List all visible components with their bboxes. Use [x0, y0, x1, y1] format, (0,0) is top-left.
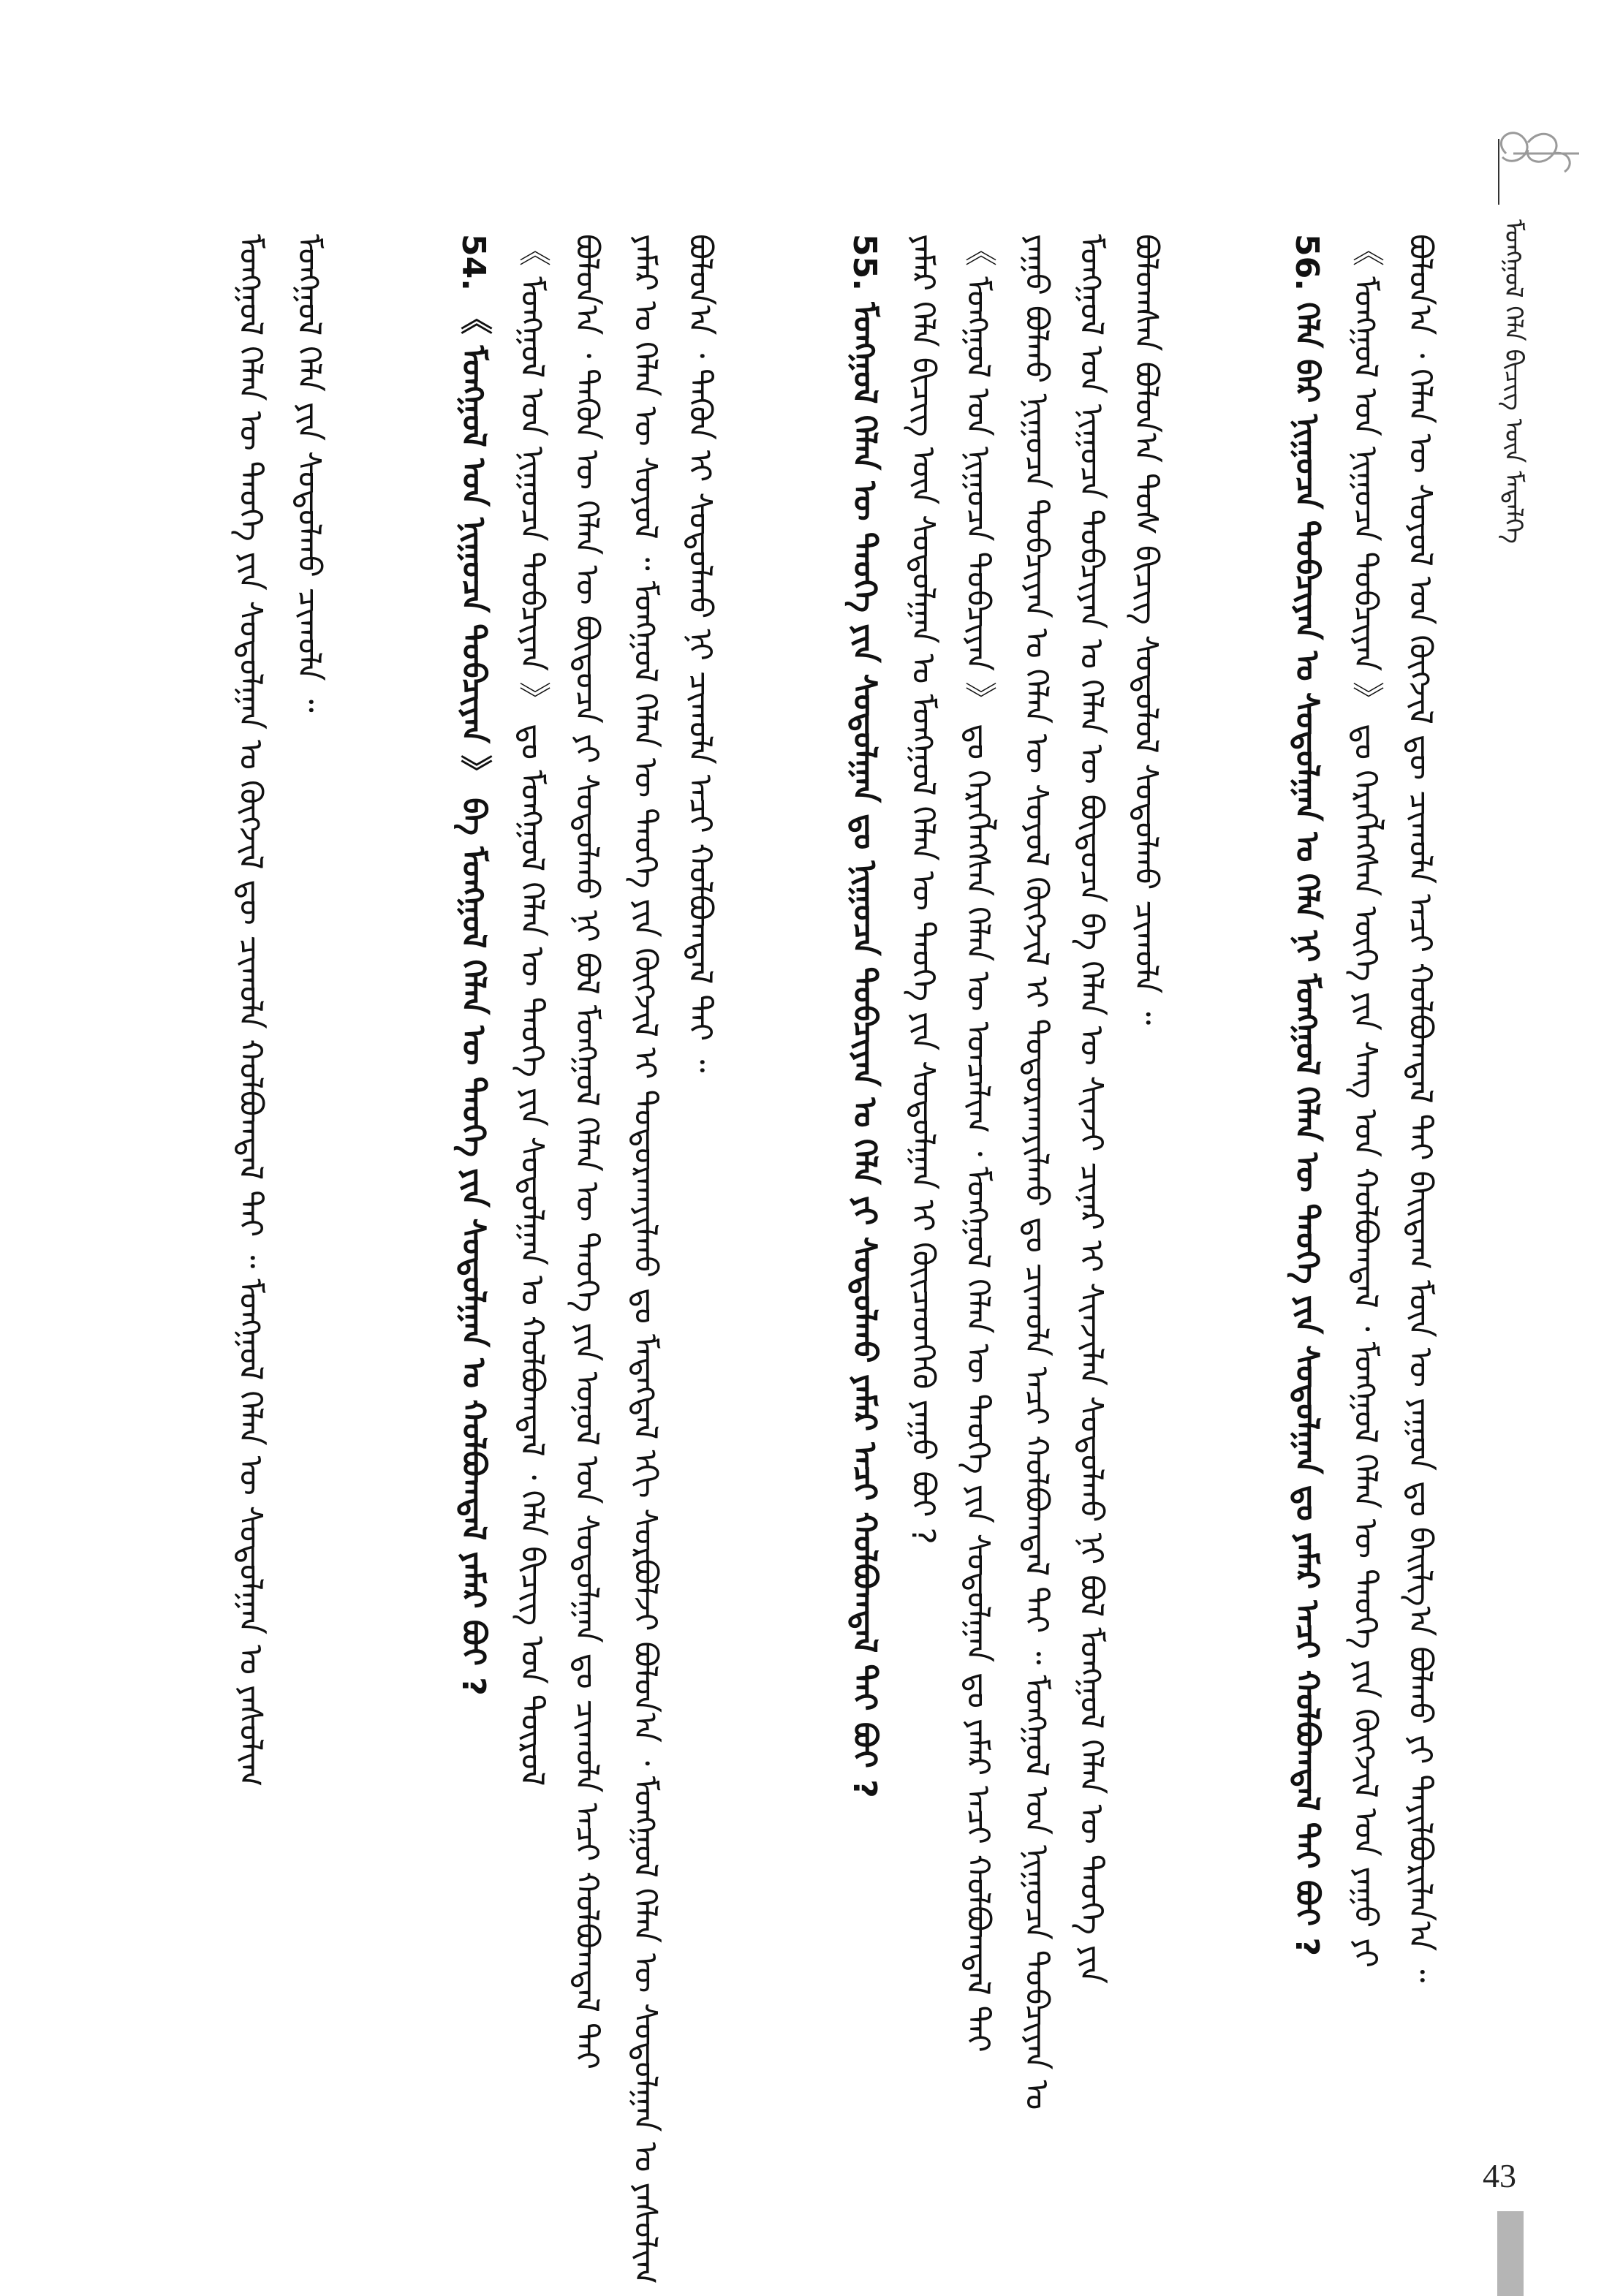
header-rule [1498, 139, 1499, 205]
text-column-1: ᠪᠣᠯᠤᠨ᠎ᠠ ᠂ ᠬᠡᠯᠡᠨ ᠦ ᠰᠣᠶᠣᠯ ᠤᠨ ᠬᠥᠭᠵᠢᠯ ᠳᠦ ᠴᠢᠬᠤᠯᠠ ᠠᠴᠢ ᠬᠣᠯᠪᠣᠭᠳᠠᠯ ᠲᠠᠢ ᠪᠠᠢᠳᠠᠭ ᠮᠥᠨ ᠦ ᠶᠠᠭᠤᠨ ᠳᠤ ᠪᠠᠢᠯᠭ᠎ᠠ ᠪᠣᠯᠬᠤ ᠶᠢ ᠲᠠᠶᠢᠯᠪᠤᠷᠢᠯᠠᠨ᠎ᠠ ᠃ [1401, 234, 1439, 1983]
text-column-8: ᠶᠠᠮᠠᠷ ᠬᠡᠯᠡ ᠪᠢᠴᠢᠭ᠌ ᠦᠨ ᠰᠤᠳᠤᠯᠭᠠᠨ ᠤ ᠮᠣᠩᠭᠣᠯ ᠬᠡᠯᠡᠨ ᠦ ᠲᠡᠦᠬᠡ ᠶᠢᠨ ᠰᠤᠳᠤᠯᠭᠠᠨ ᠢ ᠬᠦᠢᠴᠡᠳᠭᠡᠬᠦ ᠶᠠᠭᠤ ᠪᠤᠢ ? [904, 234, 942, 1545]
text-column-2: 《 ᠮᠣᠩᠭᠣᠯ ᠤᠨ ᠨᠢᠭᠤᠴᠠ ᠲᠣᠪᠴᠢᠶᠠᠨ 》 ᠳᠤ ᠬᠡᠷᠡᠭᠯᠡᠭᠰᠡᠨ ᠦᠭᠡ ᠶᠢᠨ ᠰᠠᠩ ᠤᠨ ᠬᠣᠯᠪᠣᠭᠳᠠᠯ ᠂ ᠮᠣᠩᠭᠣᠯ ᠬᠡᠯᠡᠨ ᠦ ᠲᠡᠦᠬᠡ ᠶᠢᠨ ᠬᠥᠭᠵᠢᠯ ᠤᠨ ᠶᠠᠭᠤ ᠶᠢ [1347, 234, 1384, 1968]
question-54: 54. 《 ᠮᠣᠩᠭᠣᠯ ᠤᠨ ᠨᠢᠭᠤᠴᠠ ᠲᠣᠪᠴᠢᠶᠠᠨ 》 ᠪᠠ ᠮᠣᠩᠭᠣᠯ ᠬᠡᠯᠡᠨ ᠦ ᠲᠡᠦᠬᠡ ᠶᠢᠨ ᠰᠤᠳᠤᠯᠭᠠᠨ ᠤ ᠬᠣᠯᠪᠣᠭᠳᠠᠯ ᠶᠠᠮᠠᠷ ᠪᠤᠢ ? [455, 234, 492, 1696]
text-column-13: 《 ᠮᠣᠩᠭᠣᠯ ᠤᠨ ᠨᠢᠭᠤᠴᠠ ᠲᠣᠪᠴᠢᠶᠠᠨ 》 ᠳᠤ ᠮᠣᠩᠭᠣᠯ ᠬᠡᠯᠡᠨ ᠦ ᠲᠡᠦᠬᠡ ᠶᠢᠨ ᠰᠤᠳᠤᠯᠭᠠᠨ ᠤ ᠬᠣᠯᠪᠣᠭᠳᠠᠯ ᠂ ᠬᠡᠯᠡ ᠪᠢᠴᠢᠭ ᠤᠨ ᠲᠦᠷᠦᠯ [513, 234, 551, 1787]
ornament-icon [1484, 110, 1586, 197]
question-56: 56. ᠬᠡᠯᠡ ᠪᠡᠷ ᠨᠢᠭᠤᠴᠠ ᠲᠣᠪᠴᠢᠶᠠᠨ ᠤ ᠰᠤᠳᠤᠯᠭᠠᠨ ᠤ ᠬᠡᠯᠡ ᠨᠢ ᠮᠣᠩᠭᠣᠯ ᠬᠡᠯᠡᠨ ᠦ ᠲᠡᠦᠬᠡ ᠶᠢᠨ ᠰᠤᠳᠤᠯᠭᠠᠨ ᠳᠤ ᠶᠠᠮᠠᠷ ᠠᠴᠢ ᠬᠣᠯᠪᠣᠭᠳᠠᠯ ᠲᠠᠢ ᠪᠤᠢ ? [1288, 234, 1325, 1956]
page-number: 43 [1483, 2157, 1516, 2194]
question-55: 55. ᠮᠣᠩᠭᠣᠯ ᠬᠡᠯᠡᠨ ᠦ ᠲᠡᠦᠬᠡ ᠶᠢᠨ ᠰᠤᠳᠤᠯᠭᠠᠨ ᠳᠤ ᠨᠢᠭᠤᠴᠠ ᠲᠣᠪᠴᠢᠶᠠᠨ ᠤ ᠬᠡᠯᠡ ᠶᠢ ᠰᠤᠳᠤᠯᠬᠤ ᠶᠠᠮᠠᠷ ᠠᠴᠢ ᠬᠣᠯᠪᠣᠭᠳᠠᠯ ᠲᠠᠢ ᠪᠤᠢ ? [846, 234, 883, 1798]
running-header: ᠮᠣᠩᠭᠣᠯ ᠬᠡᠯᠡ ᠪᠢᠴᠢᠭ᠌ ᠦᠨ ᠮᠡᠳᠡᠯᠭᠡ [1499, 219, 1528, 544]
text-column-6: ᠶᠠᠭᠤ ᠪᠣᠯᠬᠤ ᠨᠢᠭᠤᠴᠠ ᠲᠣᠪᠴᠢᠶᠠᠨ ᠤ ᠬᠡᠯᠡᠨ ᠦ ᠰᠣᠶᠣᠯ ᠬᠥᠭᠵᠢᠯ ᠢ ᠲᠣᠳᠤᠷᠬᠠᠶᠢᠯᠬᠤ ᠳᠤ ᠴᠢᠬᠤᠯᠠ ᠠᠴᠢ ᠬᠣᠯᠪᠣᠭᠳᠠᠯ ᠲᠠᠢ ᠃ ᠮᠣᠩᠭᠣᠯ ᠤᠨ ᠨᠢᠭᠤᠴᠠ ᠲᠣᠪᠴᠢᠶᠠᠨ ᠤ [1018, 234, 1055, 2110]
text-column-15: ᠮᠣᠩᠭᠣᠯ ᠬᠡᠯᠡ ᠶᠢᠨ ᠰᠤᠳᠤᠯᠬᠤ ᠴᠢᠬᠤᠯᠠ ᠃ [290, 234, 328, 713]
page-edge-tab [1497, 2211, 1524, 2296]
text-column-16: ᠮᠣᠩᠭᠣᠯ ᠬᠡᠯᠡᠨ ᠦ ᠲᠡᠦᠬᠡ ᠶᠢᠨ ᠰᠤᠳᠤᠯᠭᠠᠨ ᠤ ᠬᠥᠭᠵᠢᠯ ᠳᠦ ᠴᠢᠬᠤᠯᠠ ᠬᠣᠯᠪᠣᠭᠳᠠᠯ ᠲᠠᠢ ᠃ ᠮᠣᠩᠭᠣᠯ ᠬᠡᠯᠡᠨ ᠦ ᠰᠤᠳᠤᠯᠭᠠᠨ ᠤ ᠶᠠᠰᠤᠯᠢᠭ [232, 234, 269, 1787]
text-column-7: 《 ᠮᠣᠩᠭᠣᠯ ᠤᠨ ᠨᠢᠭᠤᠴᠠ ᠲᠣᠪᠴᠢᠶᠠᠨ 》 ᠳᠤ ᠬᠡᠷᠡᠭᠯᠡᠭᠰᠡᠨ ᠬᠡᠯᠡᠨ ᠦ ᠣᠨᠴᠠᠯᠢᠭ ᠂ ᠮᠣᠩᠭᠣᠯ ᠬᠡᠯᠡᠨ ᠦ ᠲᠡᠦᠬᠡ ᠶᠢᠨ ᠰᠤᠳᠤᠯᠭᠠᠨ ᠳᠤ ᠶᠠᠮᠠᠷ ᠠᠴᠢ ᠬᠣᠯᠪᠣᠭᠳᠠᠯ ᠲᠠᠢ [959, 234, 996, 2053]
text-column-12: ᠪᠣᠯᠤᠨ᠎ᠠ ᠂ ᠲᠡᠭᠦᠨ ᠦ ᠬᠡᠯᠡᠨ ᠦ ᠪᠦᠲᠦᠴᠡ ᠶᠢ ᠰᠤᠳᠤᠯᠬᠤ ᠨᠢ ᠪᠣᠯ ᠮᠣᠩᠭᠣᠯ ᠬᠡᠯᠡᠨ ᠦ ᠲᠡᠦᠬᠡ ᠶᠢᠨ ᠣᠨᠣᠯ ᠤᠨ ᠰᠤᠳᠤᠯᠭᠠᠨ ᠳᠤ ᠴᠢᠬᠤᠯᠠ ᠠᠴᠢ ᠬᠣᠯᠪᠣᠭᠳᠠᠯ ᠲᠠᠢ [568, 234, 605, 2070]
text-column-11: ᠶᠠᠮᠠᠷ ᠤ ᠬᠡᠯᠡᠨ ᠦ ᠰᠣᠶᠣᠯ ᠃ ᠮᠣᠩᠭᠣᠯ ᠬᠡᠯᠡᠨ ᠦ ᠲᠡᠦᠬᠡ ᠶᠢᠨ ᠬᠥᠭᠵᠢᠯ ᠢ ᠲᠣᠳᠤᠷᠬᠠᠶᠢᠯᠬᠤ ᠳᠤ ᠮᠡᠳᠡᠭᠳᠡᠯ ᠡᠬᠢ ᠰᠤᠷᠪᠤᠯᠵᠢ ᠪᠣᠯᠤᠨ᠎ᠠ ᠂ ᠮᠣᠩᠭᠣᠯ ᠬᠡᠯᠡᠨ ᠦ ᠰᠤᠳᠤᠯᠭᠠᠨ ᠤ ᠶᠠᠰᠤᠯᠢᠭ [627, 234, 664, 2284]
text-column-5: ᠮᠣᠩᠭᠣᠯ ᠤᠨ ᠨᠢᠭᠤᠴᠠ ᠲᠣᠪᠴᠢᠶᠠᠨ ᠤ ᠬᠡᠯᠡᠨ ᠦ ᠪᠦᠲᠦᠴᠡ ᠪᠠ ᠬᠡᠯᠡᠨ ᠦ ᠰᠢᠨᠵᠢ ᠴᠢᠨᠠᠷ ᠢ ᠰᠢᠨᠵᠢᠯᠡᠨ ᠰᠤᠳᠤᠯᠬᠤ ᠨᠢ ᠪᠣᠯ ᠮᠣᠩᠭᠣᠯ ᠬᠡᠯᠡᠨ ᠦ ᠲᠡᠦᠬᠡ ᠶᠢᠨ [1072, 234, 1110, 1984]
text-column-4: ᠪᠣᠯᠤᠭᠰᠠᠨ ᠪᠣᠯᠤᠨ᠎ᠠ ᠲᠤᠰ ᠪᠢᠴᠢᠭ ᠰᠤᠳᠤᠯᠤᠯ ᠰᠤᠳᠤᠯᠬᠤ ᠴᠢᠬᠤᠯᠠ ᠃ [1127, 234, 1165, 1026]
text-column-10: ᠪᠣᠯᠤᠨ᠎ᠠ ᠂ ᠲᠡᠭᠦᠨ ᠢ ᠰᠤᠳᠤᠯᠬᠤ ᠨᠢ ᠴᠢᠬᠤᠯᠠ ᠠᠴᠢ ᠬᠣᠯᠪᠣᠭᠳᠠᠯ ᠲᠠᠢ ᠃ [681, 234, 719, 1073]
